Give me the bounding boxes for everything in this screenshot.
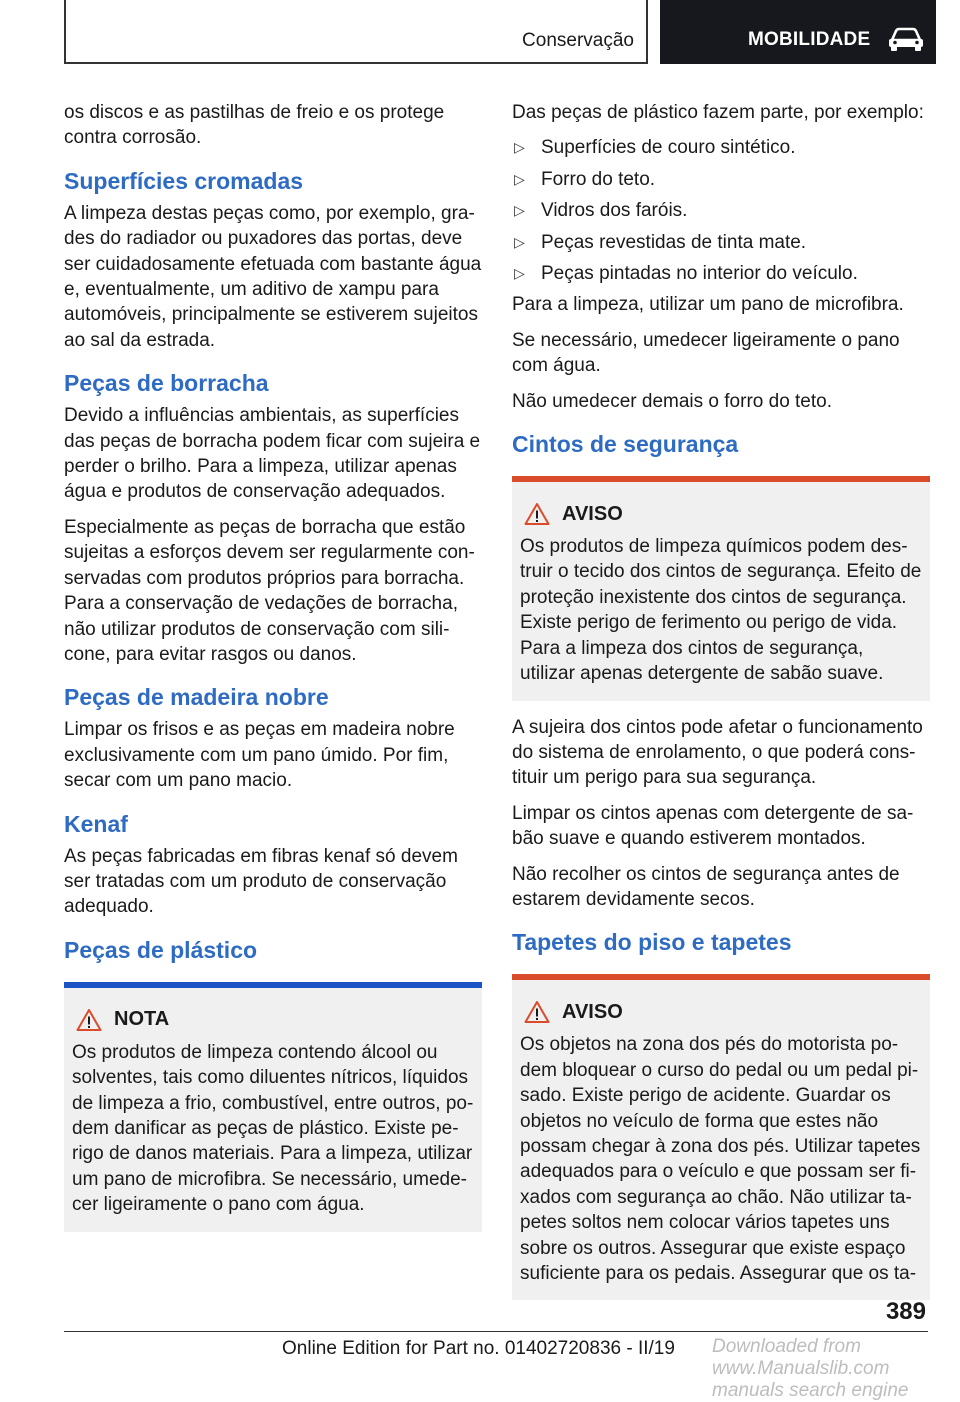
list-item: ▷ Vidros dos faróis.	[512, 198, 930, 223]
warning-text: Os produtos de limpeza químicos podem destruir o tecido dos cintos de segurança. Efeito de proteção inexistente dos cintos de segurança. Existe perigo de ferimento ou perigo de vida. Para a limpeza dos cintos de segurança, utilizar apenas detergente de sabão suave.	[520, 536, 922, 685]
paragraph: Não recolher os cintos de segurança antes de estarem devidamente secos.	[512, 863, 900, 910]
bullet-triangle-icon: ▷	[514, 202, 525, 219]
paragraph: Devido a influências ambientais, as superfícies das peças de borracha podem ficar com sujeira e perder o brilho. Para a limpeza, utilizar apenas água e produtos de conservação adequados.	[64, 405, 481, 503]
notice-text: Os produtos de limpeza contendo álcool ou solventes, tais como diluentes nítricos, líquidos de limpeza a frio, combustível, entre outros, podem danificar as peças de plástico. Existe perigo de danos materiais. Para a limpeza, utilizar um pano de microfibra. Se necessário, umedecer ligeiramente o pano com água.	[72, 1041, 474, 1216]
intro-paragraph: Das peças de plástico fazem parte, por exemplo:	[512, 102, 924, 123]
heading-floor-mats: Tapetes do piso e tapetes	[512, 929, 792, 956]
bullet-triangle-icon: ▷	[514, 139, 525, 156]
header-chapter-box	[660, 0, 936, 64]
warning-triangle-icon	[524, 502, 550, 526]
paragraph: A limpeza destas peças como, por exemplo, grades do radiador ou puxadores das portas, deve ser cuidadosamente efetuada com bastante água e, eventualmente, um aditivo de xampu para automóveis, principalmente se estiverem sujeitos ao sal da estrada.	[64, 202, 482, 351]
warning-title: AVISO	[562, 1000, 623, 1023]
heading-kenaf: Kenaf	[64, 810, 128, 837]
list-item: ▷ Superfícies de couro sintético.	[512, 135, 930, 160]
left-column	[64, 100, 482, 1246]
page-number: 389	[885, 1298, 926, 1325]
plastic-parts-list	[512, 135, 930, 286]
bullet-triangle-icon: ▷	[514, 265, 525, 282]
heading-seat-belts: Cintos de segurança	[512, 431, 739, 458]
paragraph: As peças fabricadas em fibras kenaf só devem ser tratadas com um produto de conservação adequado.	[64, 845, 458, 918]
paragraph: Limpar os cintos apenas com detergente de sabão suave e quando estiverem montados.	[512, 802, 914, 850]
paragraph: Especialmente as peças de borracha que estão sujeitas a esforços devem ser regularmente conservadas com produtos próprios para borracha. Para a conservação de vedações de borracha, não utilizar produtos de conservação com silicone, para evitar rasgos ou danos.	[64, 516, 475, 665]
warning-title: AVISO	[562, 502, 623, 525]
heading-plastic-parts: Peças de plástico	[64, 936, 258, 963]
notice-title: NOTA	[114, 1008, 170, 1031]
section-title: Conservação	[522, 30, 634, 51]
chapter-title: MOBILIDADE	[748, 29, 871, 50]
paragraph: Se necessário, umedecer ligeiramente o pano com água.	[512, 329, 900, 377]
watermark: Downloaded from www.Manualslib.com manuals search engine	[712, 1336, 909, 1401]
list-item: ▷ Forro do teto.	[512, 167, 930, 192]
heading-rubber-parts: Peças de borracha	[64, 370, 269, 397]
heading-chrome-surfaces: Superfícies cromadas	[64, 167, 304, 194]
edition-text: Online Edition for Part no. 01402720836 - II/19	[282, 1338, 675, 1359]
warning-box	[512, 476, 930, 700]
list-item: ▷ Peças revestidas de tinta mate.	[512, 230, 930, 255]
paragraph: Não umedecer demais o forro do teto.	[512, 390, 833, 412]
paragraph: Limpar os frisos e as peças em madeira nobre exclusivamente com um pano úmido. Por fim, secar com um pano macio.	[64, 719, 455, 792]
bullet-triangle-icon: ▷	[514, 170, 525, 187]
header-section-box	[64, 0, 648, 64]
warning-box	[512, 974, 930, 1300]
car-icon	[888, 26, 924, 52]
notice-box	[64, 982, 482, 1232]
right-column	[512, 100, 930, 1314]
paragraph: A sujeira dos cintos pode afetar o funcionamento do sistema de enrolamento, o que poderá constituir um perigo para sua segurança.	[512, 716, 923, 789]
intro-paragraph: os discos e as pastilhas de freio e os protege contra corrosão.	[64, 102, 445, 149]
heading-fine-wood-parts: Peças de madeira nobre	[64, 684, 329, 711]
bullet-triangle-icon: ▷	[514, 233, 525, 250]
warning-triangle-icon	[524, 1000, 550, 1024]
footer-divider	[64, 1331, 928, 1332]
warning-text: Os objetos na zona dos pés do motorista podem bloquear o curso do pedal ou um pedal pisado. Existe perigo de acidente. Guardar os objetos no veículo de forma que estes não possam chegar à zona dos pés. Utilizar tapetes adequados para o veículo e que possam ser fixados com segurança ao chão. Não utilizar tapetes soltos nem colocar vários tapetes uns sobre os outros. Assegurar que existe espaço suficiente para os pedais. Assegurar que os ta-	[520, 1034, 921, 1284]
list-item: ▷ Peças pintadas no interior do veículo.	[512, 261, 930, 286]
warning-triangle-icon	[76, 1008, 102, 1032]
paragraph: Para a limpeza, utilizar um pano de microfibra.	[512, 294, 904, 316]
